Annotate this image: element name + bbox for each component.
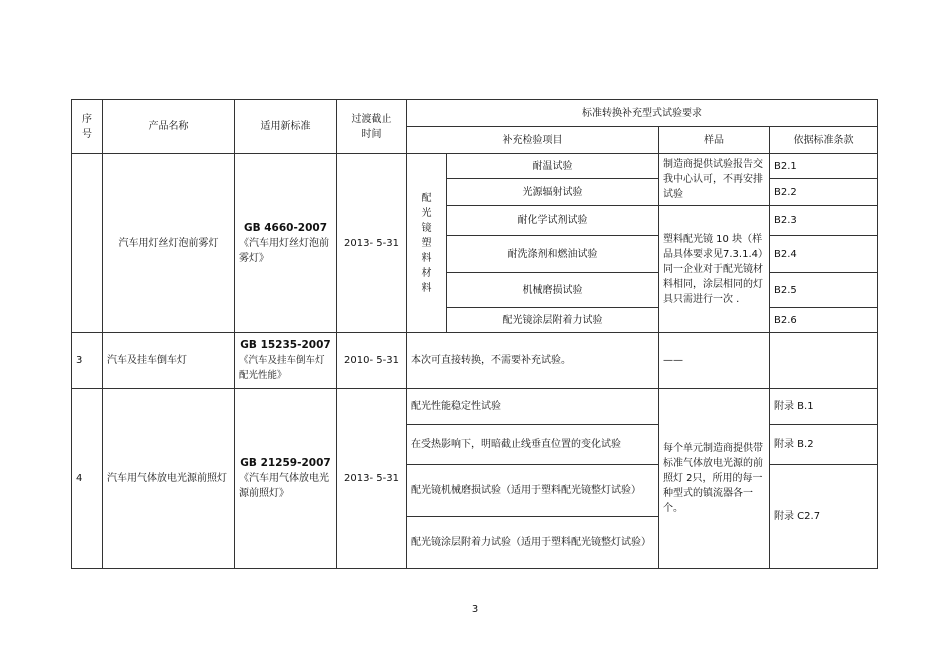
row1-product-name: 汽车用灯丝灯泡前雾灯 [103,154,235,333]
row2-note: 本次可直接转换，不需要补充试验。 [407,333,659,389]
row1-test-5: 机械磨损试验 [447,273,659,308]
header-group-title: 标准转换补充型式试验要求 [407,100,878,127]
row1-clause-6: B2.6 [770,308,878,333]
row1-material-group: 配光镜塑料材料 [407,154,447,333]
row3-clause-1: 附录 B.1 [770,389,878,425]
row3-test-3: 配光镜机械磨损试验（适用于塑料配光镜整灯试验） [407,465,659,517]
row3-test-2: 在受热影响下，明暗截止线垂直位置的变化试验 [407,425,659,465]
row2-product-name: 汽车及挂车倒车灯 [103,333,235,389]
row3-seq: 4 [72,389,103,569]
row1-standard-title: 《汽车用灯丝灯泡前雾灯》 [239,237,329,264]
page-number: 3 [471,604,479,615]
header-sample: 样品 [659,127,770,154]
row1-clause-2: B2.2 [770,179,878,206]
row3-deadline: 2013- 5-31 [337,389,407,569]
header-new-standard: 适用新标准 [235,100,337,154]
row1-sample-a: 制造商提供试验报告交我中心认可，不再安排试验 [659,154,770,206]
row1-test-4: 耐洗涤剂和燃油试验 [447,236,659,273]
row1-test-2: 光源辐射试验 [447,179,659,206]
row3-standard [235,389,337,569]
header-seq: 序号 [72,100,103,154]
row1-test-6: 配光镜涂层附着力试验 [447,308,659,333]
row2-sample: —— [659,333,770,389]
row1-standard [235,154,337,333]
row2-clause [770,333,878,389]
header-supplementary-items: 补充检验项目 [407,127,659,154]
row3-product-name: 汽车用气体放电光源前照灯 [103,389,235,569]
row2-seq: 3 [72,333,103,389]
row1-test-1: 耐温试验 [447,154,659,179]
row3-clause-3: 附录 C2.7 [770,465,878,569]
row2-deadline: 2010- 5-31 [337,333,407,389]
row2-standard [235,333,337,389]
row1-clause-4: B2.4 [770,236,878,273]
row3-test-4: 配光镜涂层附着力试验（适用于塑料配光镜整灯试验） [407,517,659,569]
row1-clause-5: B2.5 [770,273,878,308]
row2-standard-title: 《汽车及挂车倒车灯配光性能》 [239,355,325,381]
standards-table [71,99,878,569]
row2-standard-code: GB 15235-2007 [240,339,331,351]
row3-standard-title: 《汽车用气体放电光源前照灯》 [239,473,329,499]
row1-deadline: 2013- 5-31 [337,154,407,333]
row1-sample-b: 塑料配光镜 10 块（样品具体要求见7.3.1.4）同一企业对于配光镜材料相同，涂层相同的灯具只需进行一次 . [659,206,770,333]
header-basis-clause: 依据标准条款 [770,127,878,154]
header-transition-deadline: 过渡截止时间 [337,100,407,154]
row1-clause-1: B2.1 [770,154,878,179]
row3-standard-code: GB 21259-2007 [240,457,331,469]
row1-standard-code: GB 4660-2007 [243,221,328,234]
row3-sample: 每个单元制造商提供带标准气体放电光源的前照灯 2只，所用的每一种型式的镇流器各一个。 [659,389,770,569]
row3-test-1: 配光性能稳定性试验 [407,389,659,425]
row1-seq [72,154,103,333]
row3-clause-2: 附录 B.2 [770,425,878,465]
row1-test-3: 耐化学试剂试验 [447,206,659,236]
row1-clause-3: B2.3 [770,206,878,236]
header-product-name: 产品名称 [103,100,235,154]
